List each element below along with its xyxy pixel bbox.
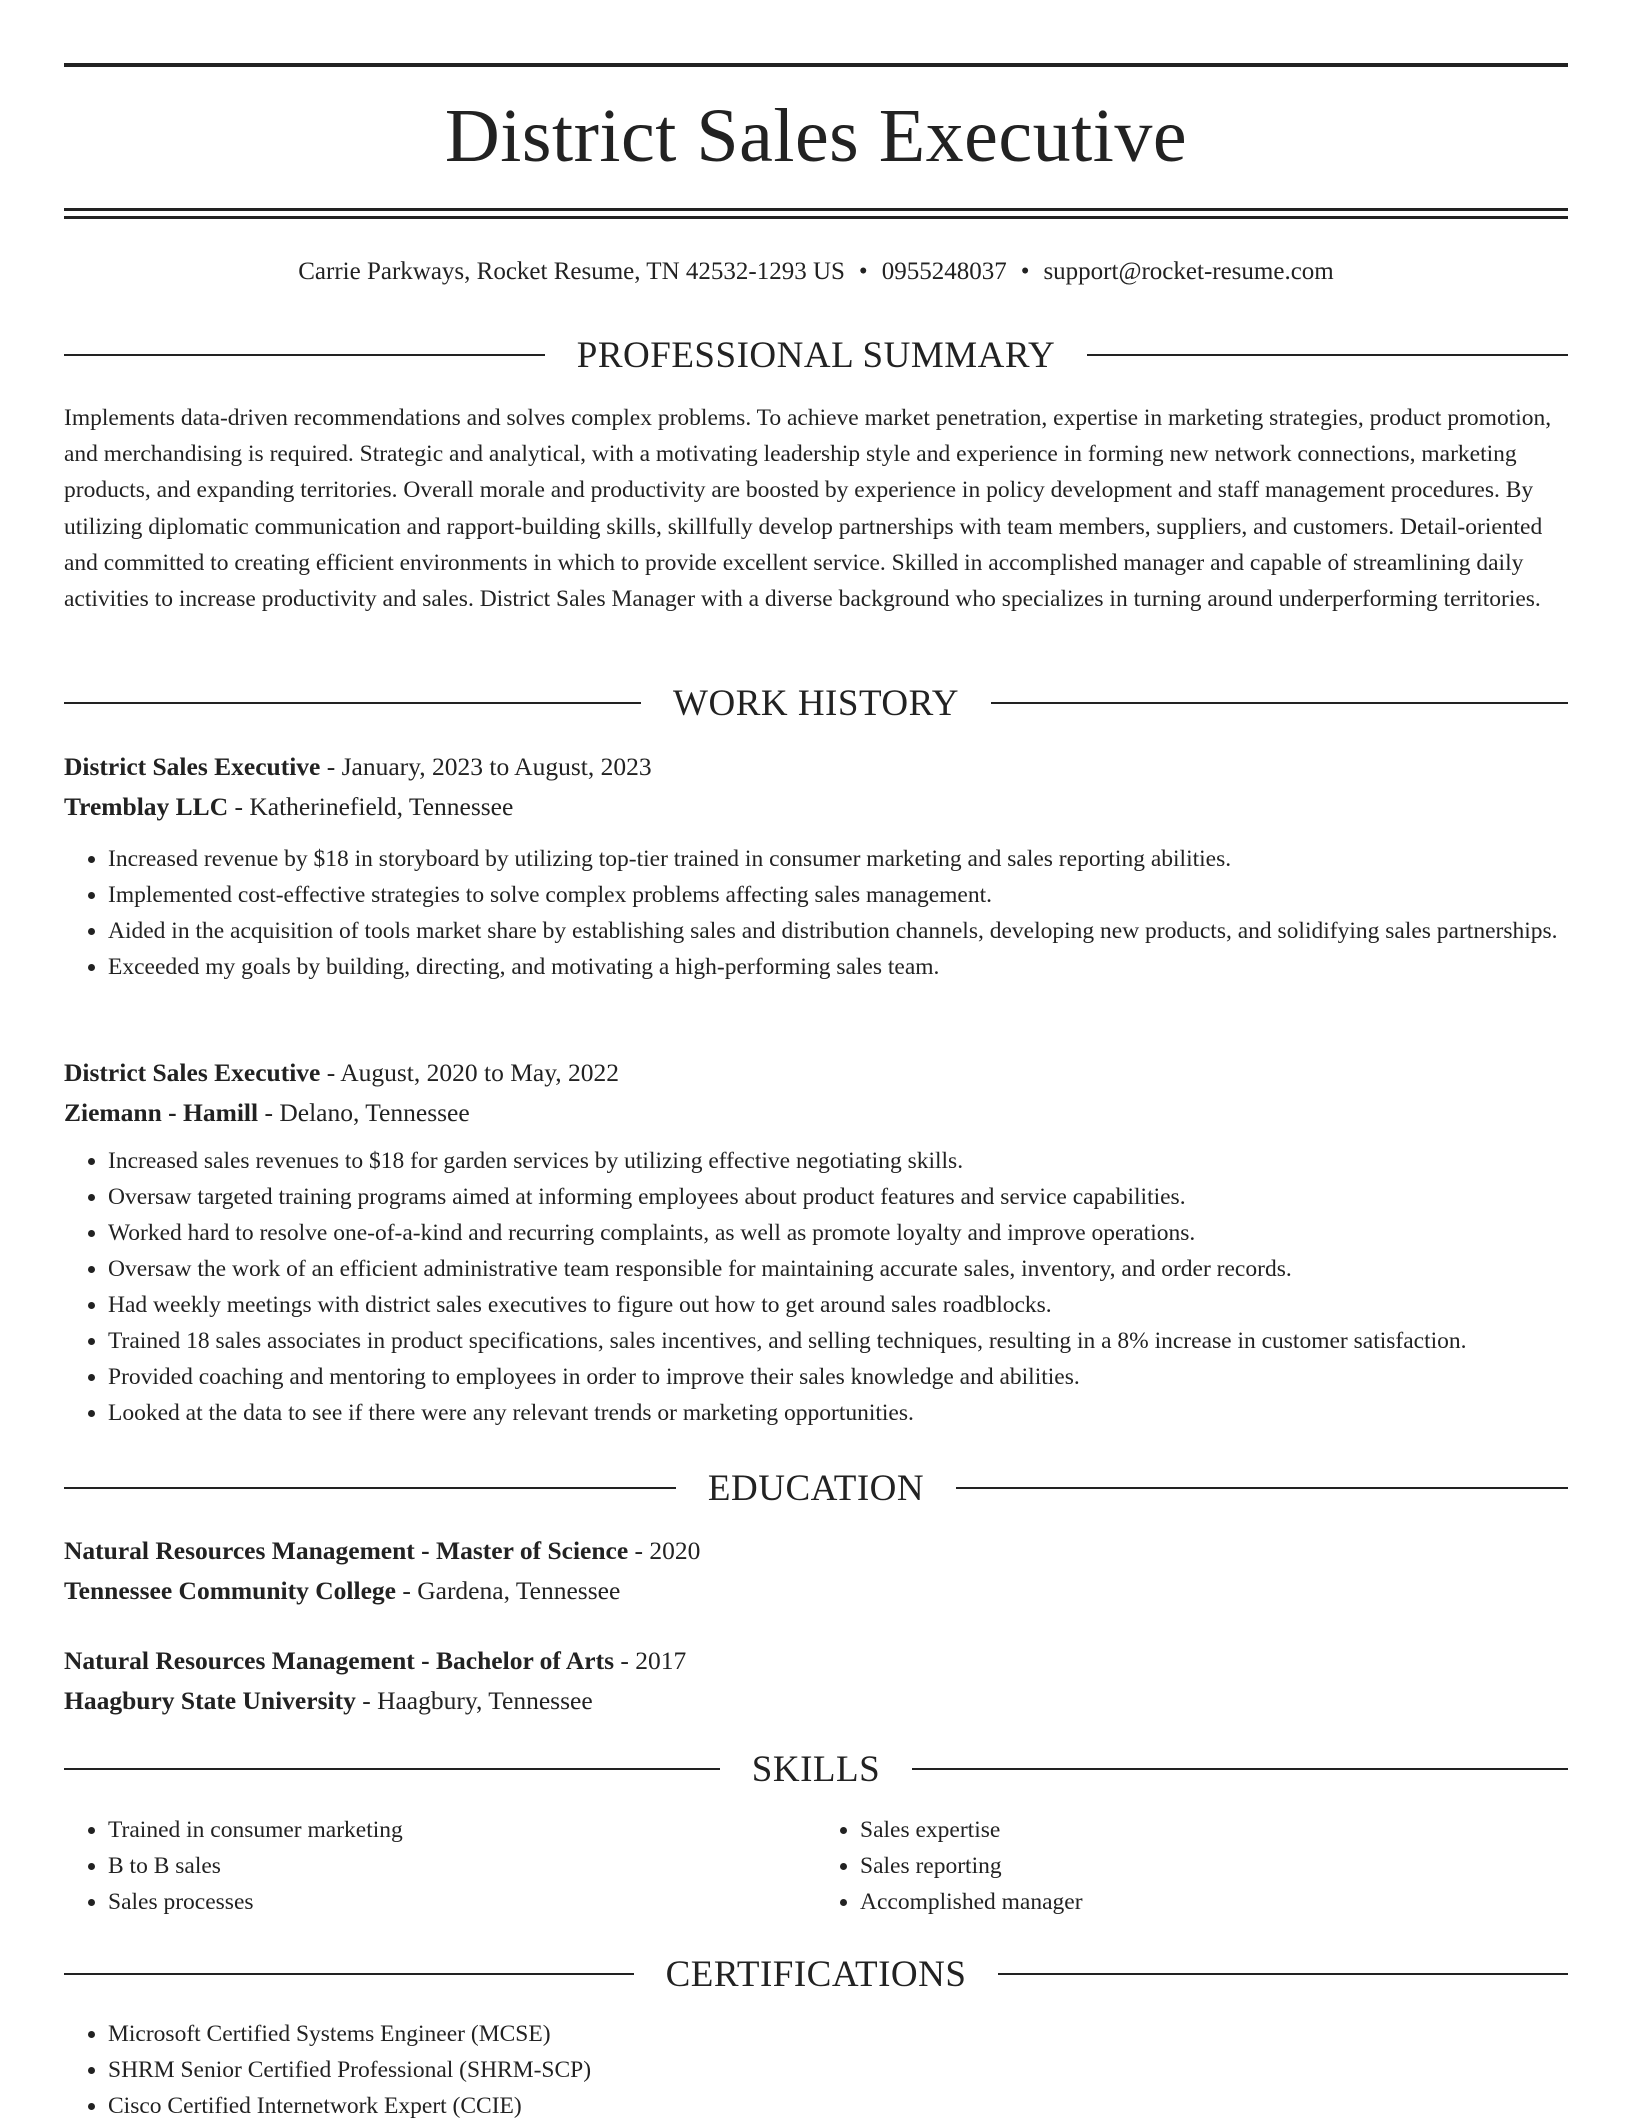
divider — [912, 1768, 1568, 1770]
section-heading-summary — [64, 330, 1568, 380]
divider — [991, 702, 1568, 704]
contact-phone: 0955248037 — [881, 258, 1007, 285]
job-bullets — [64, 1143, 1568, 1431]
education-year: - 2020 — [628, 1536, 701, 1565]
job-dates: - January, 2023 to August, 2023 — [320, 752, 652, 781]
section-heading-certifications — [64, 1949, 1568, 1999]
education-school-line — [64, 1681, 1568, 1721]
section-heading-skills — [64, 1744, 1568, 1794]
education-degree: Natural Resources Management - Bachelor of Arts — [64, 1646, 615, 1675]
job-bullets — [64, 841, 1568, 985]
list-item: • B to B sales — [108, 1848, 816, 1884]
job-entry — [64, 1053, 1568, 1431]
list-item: • Oversaw targeted training programs aimed at informing employees about product features and service capabilities. — [108, 1179, 1568, 1215]
contact-separator: • — [858, 258, 868, 285]
job-role: District Sales Executive — [64, 752, 321, 781]
list-item: • Sales reporting — [860, 1848, 1568, 1884]
summary-text: Implements data-driven recommendations and solves complex problems. To achieve market penetration, expertise in marketing strategies, product promotion, and merchandising is required. Strategic and analytical, with a motivating leadership style and experience in forming new network connections, marketing products, and expanding territories. Overall morale and productivity are boosted by experience in policy development and staff management procedures. By utilizing diplomatic communication and rapport-building skills, skillfully develop partnerships with team members, suppliers, and customers. Detail-oriented and committed to creating efficient environments in which to provide excellent service. Skilled in accomplished manager and capable of streamlining daily activities to increase productivity and sales. District Sales Manager with a diverse background who specializes in turning around underperforming territories. — [64, 405, 1552, 613]
education-year: - 2017 — [614, 1646, 687, 1675]
education-location: - Haagbury, Tennessee — [355, 1686, 593, 1715]
section-title: SKILLS — [751, 1748, 881, 1790]
job-role-line — [64, 1053, 1568, 1093]
section-title: PROFESSIONAL SUMMARY — [576, 334, 1056, 376]
list-item: • Microsoft Certified Systems Engineer (MCSE) — [108, 2016, 1568, 2052]
header-top-rule — [64, 63, 1568, 67]
skills-column-right — [816, 1812, 1568, 1920]
job-location: - Delano, Tennessee — [258, 1098, 470, 1127]
divider — [64, 1973, 634, 1975]
section-heading-education — [64, 1463, 1568, 1513]
page-title: District Sales Executive — [444, 94, 1188, 178]
section-title: EDUCATION — [707, 1467, 925, 1509]
education-degree: Natural Resources Management - Master of Science — [64, 1536, 629, 1565]
divider — [64, 354, 545, 356]
education-school-line — [64, 1571, 1568, 1611]
contact-separator: • — [1020, 258, 1030, 285]
section-heading-work — [64, 678, 1568, 728]
list-item: • Oversaw the work of an efficient administrative team responsible for maintaining accurate sales, inventory, and order records. — [108, 1251, 1568, 1287]
list-item: • Cisco Certified Internetwork Expert (CCIE) — [108, 2088, 1568, 2124]
header-bottom-rule-double — [64, 216, 1568, 219]
contact-line — [64, 254, 1568, 290]
list-item: • Sales expertise — [860, 1812, 1568, 1848]
job-company-line — [64, 1093, 1568, 1133]
divider — [1087, 354, 1568, 356]
list-item: • Accomplished manager — [860, 1884, 1568, 1920]
section-title: CERTIFICATIONS — [665, 1953, 967, 1995]
list-item: • Sales processes — [108, 1884, 816, 1920]
skills-column-left — [64, 1812, 816, 1920]
list-item: • Provided coaching and mentoring to employees in order to improve their sales knowledge and abilities. — [108, 1359, 1568, 1395]
certifications-list — [64, 2016, 1568, 2124]
divider — [64, 1768, 720, 1770]
list-item: • Had weekly meetings with district sales executives to figure out how to get around sales roadblocks. — [108, 1287, 1568, 1323]
job-role-line — [64, 747, 1568, 787]
education-degree-line — [64, 1641, 1568, 1681]
education-location: - Gardena, Tennessee — [395, 1576, 621, 1605]
list-item: • Exceeded my goals by building, directing, and motivating a high-performing sales team. — [108, 949, 1568, 985]
contact-email: support@rocket-resume.com — [1043, 258, 1334, 285]
education-entry — [64, 1641, 1568, 1721]
list-item: • Looked at the data to see if there were any relevant trends or marketing opportunities. — [108, 1395, 1568, 1431]
education-degree-line — [64, 1531, 1568, 1571]
contact-address: Carrie Parkways, Rocket Resume, TN 42532-1293 US — [298, 258, 845, 285]
job-company-line — [64, 787, 1568, 827]
skills-list — [64, 1812, 1568, 1920]
education-school: Haagbury State University — [64, 1686, 356, 1715]
section-title: WORK HISTORY — [673, 682, 959, 724]
divider — [998, 1973, 1568, 1975]
job-entry — [64, 747, 1568, 985]
list-item: • Trained 18 sales associates in product specifications, sales incentives, and selling techniques, resulting in a 8% increase in customer satisfaction. — [108, 1323, 1568, 1359]
list-item: • Aided in the acquisition of tools market share by establishing sales and distribution channels, developing new products, and solidifying sales partnerships. — [108, 913, 1568, 949]
list-item: • Trained in consumer marketing — [108, 1812, 816, 1848]
divider — [64, 702, 641, 704]
list-item: • Implemented cost-effective strategies to solve complex problems affecting sales management. — [108, 877, 1568, 913]
divider — [64, 1487, 676, 1489]
job-role: District Sales Executive — [64, 1058, 321, 1087]
header-bottom-rule — [64, 208, 1568, 211]
list-item: • SHRM Senior Certified Professional (SHRM-SCP) — [108, 2052, 1568, 2088]
job-company: Tremblay LLC — [64, 792, 229, 821]
education-entry — [64, 1531, 1568, 1611]
certifications-bullets — [64, 2016, 1568, 2124]
divider — [956, 1487, 1568, 1489]
job-location: - Katherinefield, Tennessee — [228, 792, 514, 821]
list-item: • Worked hard to resolve one-of-a-kind and recurring complaints, as well as promote loyalty and improve operations. — [108, 1215, 1568, 1251]
education-school: Tennessee Community College — [64, 1576, 396, 1605]
job-dates: - August, 2020 to May, 2022 — [320, 1058, 620, 1087]
job-company: Ziemann - Hamill — [64, 1098, 259, 1127]
list-item: • Increased revenue by $18 in storyboard by utilizing top-tier trained in consumer marketing and sales reporting abilities. — [108, 841, 1568, 877]
list-item: • Increased sales revenues to $18 for garden services by utilizing effective negotiating skills. — [108, 1143, 1568, 1179]
